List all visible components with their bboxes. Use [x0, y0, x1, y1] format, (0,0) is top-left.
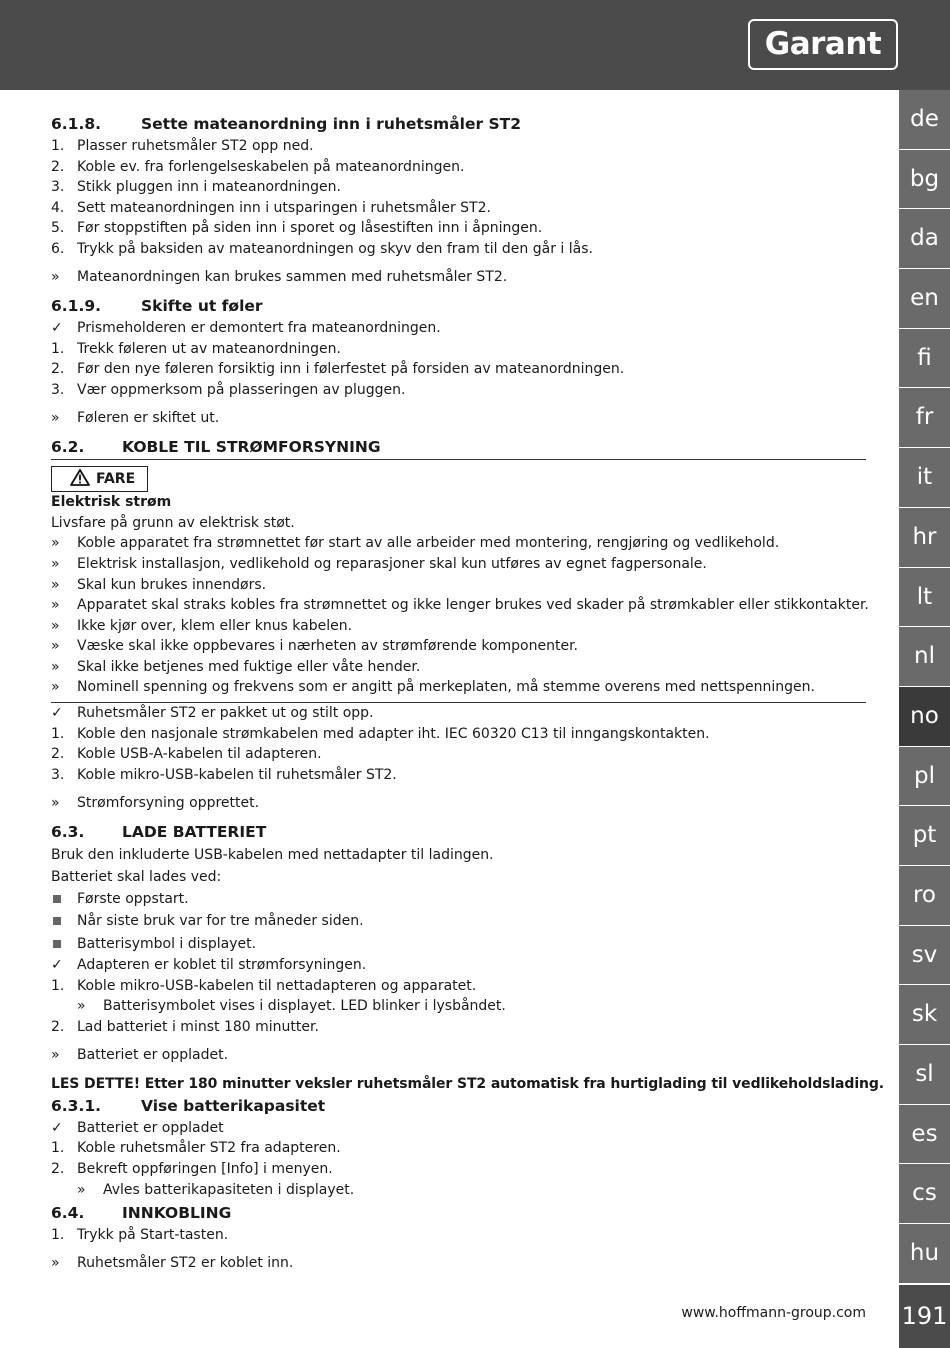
list-marker: » [51, 535, 60, 552]
list-text: Batteriet er oppladet [77, 1119, 224, 1136]
list-item [51, 888, 866, 910]
list-item [51, 380, 866, 401]
section-title: Sette mateanordning inn i ruhetsmåler ST2 [141, 115, 522, 133]
list-marker: ✓ [51, 320, 63, 337]
language-tab-en[interactable]: en [899, 269, 950, 328]
section-heading-6-1-9 [51, 295, 866, 318]
list-text: Strømforsyning opprettet. [77, 794, 260, 811]
list-text: Væske skal ikke oppbevares i nærheten av strømførende komponenter. [77, 638, 579, 655]
step-list [51, 703, 866, 785]
language-tab-fi[interactable]: fi [899, 329, 950, 388]
list-marker: 3. [51, 766, 65, 783]
list-marker: 1. [51, 138, 65, 154]
list-marker: 1. [51, 1140, 65, 1157]
list-text: Før den nye føleren forsiktig inn i følerfestet på forsiden av mateanordningen. [77, 361, 625, 378]
list-text: Trykk på baksiden av mateanordningen og skyv den fram til den går i lås. [77, 240, 593, 257]
sub-result-line [51, 1180, 866, 1201]
list-marker: » [51, 269, 60, 286]
list-text: Koble ruhetsmåler ST2 fra adapteren. [77, 1140, 341, 1157]
list-marker: » [77, 1181, 86, 1198]
section-heading-6-4 [51, 1202, 866, 1225]
language-tab-pt[interactable]: pt [899, 806, 950, 865]
section-number: 6.1.8. [51, 115, 102, 133]
language-tab-ro[interactable]: ro [899, 866, 950, 925]
section-title: INNKOBLING [122, 1204, 232, 1223]
list-item [51, 955, 866, 976]
language-tab-cs[interactable]: cs [899, 1164, 950, 1223]
list-item [51, 996, 866, 1017]
list-marker: » [51, 794, 60, 811]
list-text: Prismeholderen er demontert fra mateanordningen. [77, 320, 441, 337]
list-text: Batterisymbolet vises i displayet. LED blinker i lysbåndet. [103, 998, 506, 1015]
section-title: Skifte ut føler [141, 297, 263, 316]
list-item [51, 218, 866, 239]
list-item [51, 359, 866, 380]
list-marker: » [51, 576, 60, 593]
footer-url[interactable]: www.hoffmann-group.com [681, 1305, 866, 1321]
result-line [51, 793, 866, 814]
list-text: Føleren er skiftet ut. [77, 410, 220, 427]
warning-title: Elektrisk strøm [51, 494, 172, 511]
list-marker: 3. [51, 381, 65, 398]
list-marker: 1. [51, 977, 65, 994]
list-text: Trykk på Start-tasten. [77, 1227, 229, 1244]
list-text: Trekk føleren ut av mateanordningen. [77, 340, 341, 357]
list-text: Koble USB-A-kabelen til adapteren. [77, 746, 322, 763]
sub-result-line [51, 996, 866, 1017]
list-item [51, 677, 866, 698]
list-item [51, 933, 866, 955]
list-text: Skal kun brukes innendørs. [77, 576, 267, 593]
list-text: Vær oppmerksom på plasseringen av pluggen. [77, 381, 406, 398]
list-marker: 1. [51, 1227, 65, 1244]
list-marker: 2. [51, 158, 65, 175]
step-list [51, 318, 866, 400]
warning-triangle-icon [70, 469, 90, 494]
list-text: Koble apparatet fra strømnettet før start av alle arbeider med montering, rengjøring og vedlikehold. [77, 535, 780, 552]
language-tab-da[interactable]: da [899, 209, 950, 268]
section-heading-6-1-8 [51, 113, 866, 136]
list-item [51, 1118, 866, 1139]
bullet-list [51, 888, 866, 955]
language-tab-nl[interactable]: nl [899, 627, 950, 686]
section-number: 6.2. [51, 438, 85, 457]
language-tab-sl[interactable]: sl [899, 1045, 950, 1104]
list-marker: ✓ [51, 705, 63, 722]
list-marker: 2. [51, 1018, 65, 1035]
list-item [51, 575, 866, 596]
list-item [51, 1017, 866, 1038]
step-list [51, 1225, 866, 1246]
list-marker: ✓ [51, 956, 63, 973]
list-marker: » [51, 1046, 60, 1063]
language-sidebar [899, 90, 950, 1284]
list-item [51, 595, 869, 616]
language-tab-fr[interactable]: fr [899, 388, 950, 447]
list-text: Sett mateanordningen inn i utsparingen i ruhetsmåler ST2. [77, 199, 491, 216]
section-title: LADE BATTERIET [122, 823, 267, 842]
list-text: Batteriet er oppladet. [77, 1046, 229, 1063]
list-marker: 2. [51, 746, 65, 763]
list-item [51, 408, 866, 429]
language-tab-hu[interactable]: hu [899, 1224, 950, 1283]
list-text: Første oppstart. [77, 891, 189, 908]
list-text: Nominell spenning og frekvens som er angitt på merkeplaten, må stemme overens med nettspenningen. [77, 679, 815, 696]
list-marker: 6. [51, 240, 65, 257]
result-line [51, 1253, 866, 1274]
section-heading-6-3 [51, 821, 866, 844]
list-item [51, 657, 866, 678]
language-tab-bg[interactable]: bg [899, 150, 950, 209]
page-number: 191 [899, 1285, 950, 1348]
section-heading-6-3-1 [51, 1095, 866, 1118]
list-text: Adapteren er koblet til strømforsyningen. [77, 956, 367, 973]
section-title: Vise batterikapasitet [141, 1096, 326, 1115]
list-item [51, 1138, 866, 1159]
danger-label [51, 466, 148, 492]
list-item [51, 1225, 866, 1246]
warning-text: Livsfare på grunn av elektrisk støt. [51, 514, 295, 531]
list-item [51, 554, 866, 575]
result-line [51, 267, 866, 288]
list-item [51, 177, 866, 198]
section-number: 6.3.1. [51, 1096, 102, 1115]
list-text: Bekreft oppføringen [Info] i menyen. [77, 1161, 333, 1178]
language-tab-sv[interactable]: sv [899, 926, 950, 985]
list-marker: » [77, 998, 86, 1015]
list-text: Før stoppstiften på siden inn i sporet og låsestiften inn i åpningen. [77, 220, 543, 237]
step-list [51, 1118, 866, 1180]
list-item [51, 744, 866, 765]
list-item [51, 616, 866, 637]
page-header [0, 0, 950, 90]
square-bullet-icon [51, 910, 75, 932]
list-marker: » [51, 617, 60, 634]
list-item [51, 1045, 866, 1066]
list-text: Koble mikro-USB-kabelen til nettadapteren og apparatet. [77, 977, 477, 994]
list-item [51, 267, 866, 288]
list-item [51, 793, 866, 814]
list-text: Avles batterikapasiteten i displayet. [103, 1181, 355, 1198]
list-marker: » [51, 410, 60, 427]
section-number: 6.1.9. [51, 297, 102, 316]
language-tab-es[interactable]: es [899, 1105, 950, 1164]
list-text: Koble mikro-USB-kabelen til ruhetsmåler ST2. [77, 766, 397, 783]
list-marker: 2. [51, 1161, 65, 1178]
section-heading-6-2 [51, 436, 866, 459]
list-item [51, 724, 866, 745]
list-marker: 1. [51, 340, 65, 357]
list-item [51, 703, 866, 724]
list-text: Ikke kjør over, klem eller knus kabelen. [77, 617, 353, 634]
language-tab-it[interactable]: it [899, 448, 950, 507]
list-item [51, 339, 866, 360]
list-marker: » [51, 658, 60, 675]
list-text: Plasser ruhetsmåler ST2 opp ned. [77, 138, 314, 154]
list-marker: » [51, 679, 60, 696]
list-marker: » [51, 1255, 60, 1272]
danger-label-text: FARE [96, 471, 136, 488]
list-text: Skal ikke betjenes med fuktige eller våte hender. [77, 658, 421, 675]
list-item [51, 636, 866, 657]
list-item [51, 318, 866, 339]
list-item [51, 1159, 866, 1180]
list-text: Batterisymbol i displayet. [77, 935, 257, 952]
list-text: Koble ev. fra forlengelseskabelen på mateanordningen. [77, 158, 465, 175]
result-line [51, 1045, 866, 1066]
list-item [51, 198, 866, 219]
list-item [51, 765, 866, 786]
notice-text: LES DETTE! Etter 180 minutter veksler ruhetsmåler ST2 automatisk fra hurtiglading til vedlikeholdslading. [51, 1075, 885, 1092]
list-item [51, 136, 866, 157]
warning-list [51, 533, 869, 698]
list-marker: 5. [51, 220, 65, 237]
language-tab-sk[interactable]: sk [899, 985, 950, 1044]
divider [51, 459, 866, 460]
square-bullet-icon [51, 888, 75, 910]
list-item [51, 1253, 866, 1274]
list-item [51, 239, 866, 260]
list-text: Ruhetsmåler ST2 er pakket ut og stilt opp. [77, 705, 374, 722]
list-text: Lad batteriet i minst 180 minutter. [77, 1018, 319, 1035]
section-number: 6.3. [51, 823, 85, 842]
list-text: Når siste bruk var for tre måneder siden. [77, 913, 364, 930]
list-marker: » [51, 638, 60, 655]
list-item [51, 976, 866, 997]
step-list [51, 955, 866, 996]
list-marker: ✓ [51, 1119, 63, 1136]
list-marker: 3. [51, 179, 65, 196]
list-marker: » [51, 597, 60, 614]
language-tab-lt[interactable]: lt [899, 568, 950, 627]
list-text: Apparatet skal straks kobles fra strømnettet og ikke lenger brukes ved skader på strømkabler eller stikkontakter. [77, 597, 869, 614]
list-marker: 1. [51, 725, 65, 742]
section-title: KOBLE TIL STRØMFORSYNING [122, 438, 381, 457]
section-number: 6.4. [51, 1204, 85, 1223]
list-text: Mateanordningen kan brukes sammen med ruhetsmåler ST2. [77, 269, 508, 286]
language-tab-pl[interactable]: pl [899, 747, 950, 806]
brand-logo: Garant [748, 19, 898, 70]
list-marker: » [51, 555, 60, 572]
list-text: Stikk pluggen inn i mateanordningen. [77, 179, 341, 196]
list-marker: 2. [51, 361, 65, 378]
list-item [51, 533, 866, 554]
list-text: Elektrisk installasjon, vedlikehold og reparasjoner skal kun utføres av egnet fagpersonale. [77, 555, 707, 572]
list-text: Ruhetsmåler ST2 er koblet inn. [77, 1255, 294, 1272]
paragraph: Batteriet skal lades ved: [51, 869, 222, 886]
language-tab-de[interactable]: de [899, 90, 950, 149]
step-line [51, 1017, 866, 1038]
language-tab-no[interactable]: no [899, 687, 950, 746]
list-marker: 4. [51, 199, 65, 216]
list-item [51, 157, 866, 178]
list-text: Koble den nasjonale strømkabelen med adapter iht. IEC 60320 C13 til inngangskontakten. [77, 725, 710, 742]
language-tab-hr[interactable]: hr [899, 508, 950, 567]
paragraph: Bruk den inkluderte USB-kabelen med nettadapter til ladingen. [51, 847, 494, 864]
list-item [51, 1180, 866, 1201]
list-item [51, 910, 866, 932]
document-body [51, 113, 885, 1274]
square-bullet-icon [51, 933, 75, 955]
step-list [51, 136, 866, 260]
result-line [51, 408, 866, 429]
